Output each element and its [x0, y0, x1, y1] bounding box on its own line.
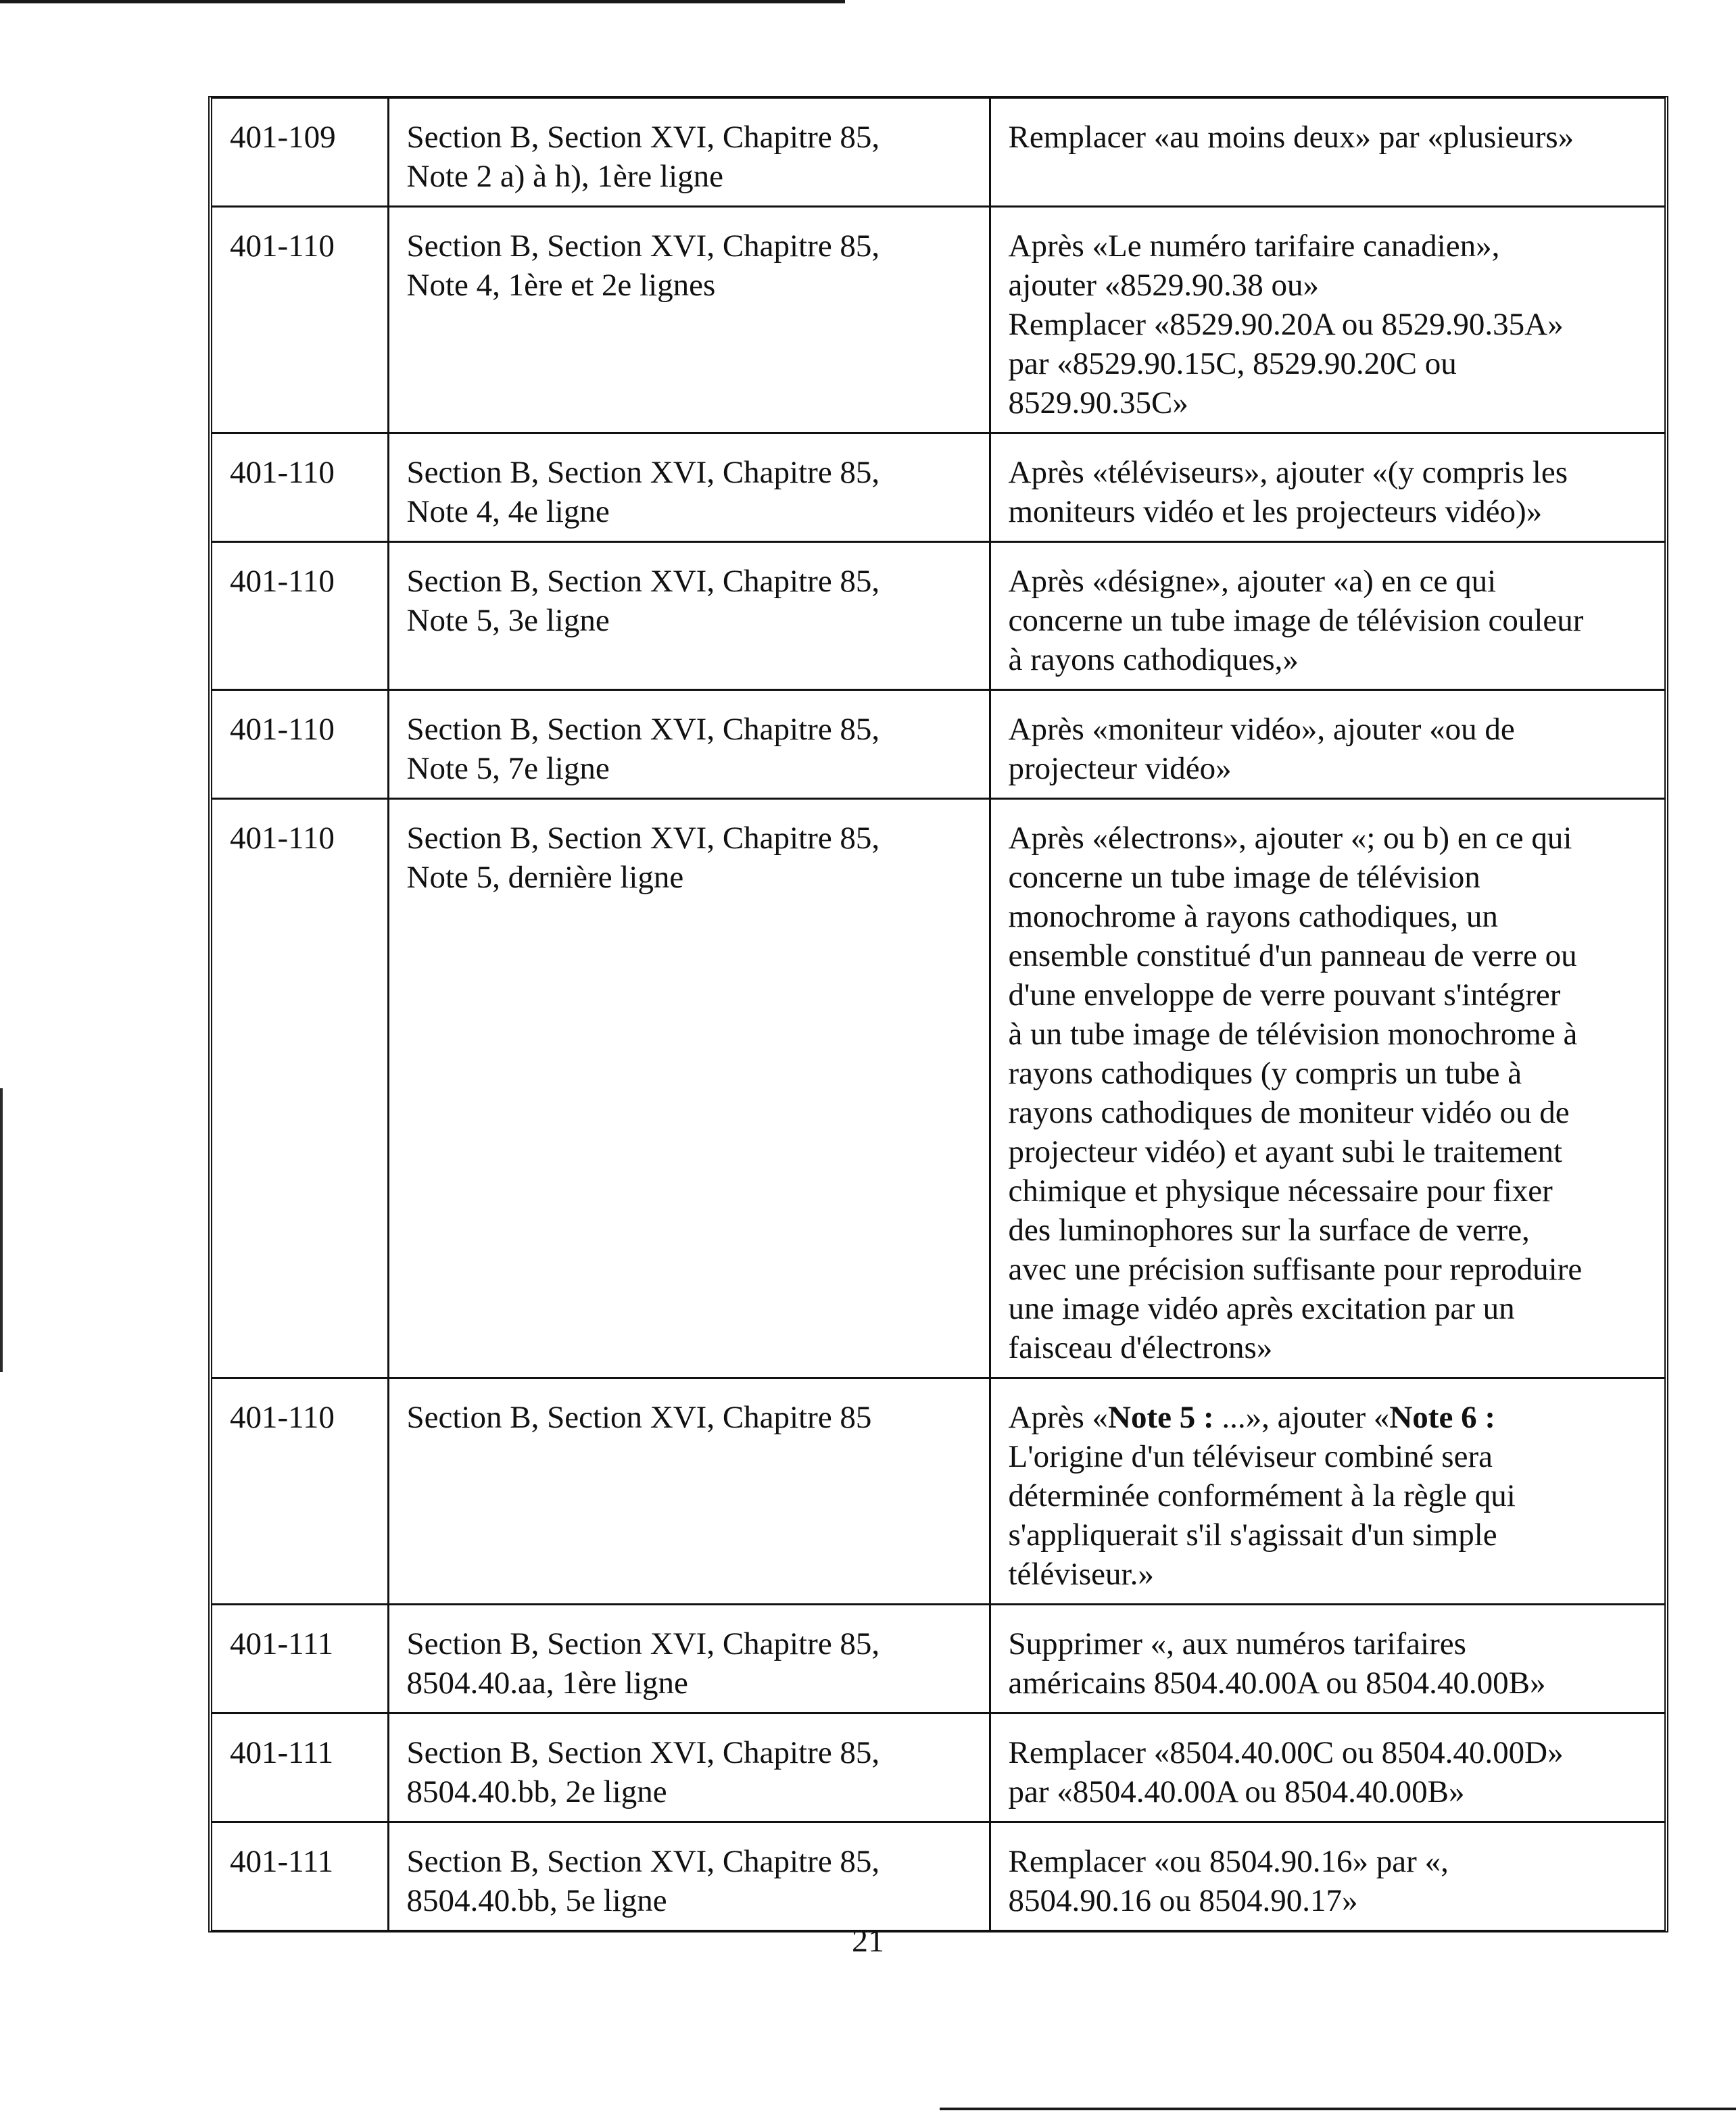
section-cell — [388, 1822, 990, 1930]
section-cell — [388, 1605, 990, 1713]
change-text: Après « — [1008, 1400, 1108, 1435]
change-cell — [990, 1822, 1664, 1930]
ref-cell: 401-110 — [212, 433, 388, 542]
table-row — [212, 542, 1664, 690]
change-line: Remplacer «au moins deux» par «plusieurs» — [1008, 120, 1574, 155]
section-line: Note 5, 3e ligne — [406, 603, 610, 638]
section-line: Section B, Section XVI, Chapitre 85, — [406, 564, 880, 599]
change-cell — [990, 1713, 1664, 1822]
ref-cell: 401-111 — [212, 1605, 388, 1713]
change-line: Supprimer «, aux numéros tarifaires — [1008, 1626, 1466, 1661]
change-line: Après «désigne», ajouter «a) en ce qui — [1008, 564, 1497, 599]
section-line: Section B, Section XVI, Chapitre 85, — [406, 228, 880, 264]
scan-border-top — [0, 0, 845, 3]
change-line: Après «électrons», ajouter «; ou b) en ce qui — [1008, 821, 1572, 856]
section-line: Note 4, 4e ligne — [406, 494, 610, 529]
change-line: projecteur vidéo) et ayant subi le traitement — [1008, 1134, 1563, 1169]
change-cell — [990, 690, 1664, 799]
section-cell — [388, 99, 990, 207]
ref-cell: 401-110 — [212, 207, 388, 433]
scan-border-bottom — [940, 2108, 1736, 2110]
change-line: par «8504.40.00A ou 8504.40.00B» — [1008, 1774, 1465, 1809]
table-row — [212, 1822, 1664, 1930]
section-line: Section B, Section XVI, Chapitre 85, — [406, 821, 880, 856]
section-cell — [388, 799, 990, 1378]
ref-cell: 401-110 — [212, 542, 388, 690]
note-label: Note 5 : — [1108, 1400, 1214, 1435]
section-line: Section B, Section XVI, Chapitre 85, — [406, 712, 880, 747]
ref-cell: 401-109 — [212, 99, 388, 207]
change-line: rayons cathodiques de moniteur vidéo ou de — [1008, 1095, 1570, 1130]
table-row — [212, 690, 1664, 799]
change-line: faisceau d'électrons» — [1008, 1330, 1273, 1365]
ref-cell: 401-110 — [212, 799, 388, 1378]
section-line: Note 5, 7e ligne — [406, 751, 610, 786]
change-line: 8504.90.16 ou 8504.90.17» — [1008, 1883, 1358, 1918]
change-text: ...», ajouter « — [1213, 1400, 1390, 1435]
change-line: concerne un tube image de télévision — [1008, 860, 1480, 895]
change-cell — [990, 799, 1664, 1378]
page-number: 21 — [852, 1923, 884, 1959]
change-line: 8529.90.35C» — [1008, 385, 1188, 420]
ref-cell: 401-111 — [212, 1822, 388, 1930]
section-line: Note 4, 1ère et 2e lignes — [406, 268, 716, 303]
change-line: concerne un tube image de télévision couleur — [1008, 603, 1584, 638]
change-line — [1009, 1398, 1647, 1437]
change-line: ajouter «8529.90.38 ou» — [1008, 268, 1319, 303]
change-cell — [990, 99, 1664, 207]
section-line: 8504.40.bb, 2e ligne — [406, 1774, 667, 1809]
change-line: déterminée conformément à la règle qui — [1008, 1478, 1516, 1513]
section-cell — [388, 1713, 990, 1822]
change-line: Après «moniteur vidéo», ajouter «ou de — [1008, 712, 1515, 747]
change-line: projecteur vidéo» — [1008, 751, 1232, 786]
ref-cell: 401-110 — [212, 1378, 388, 1605]
table-row — [212, 1605, 1664, 1713]
section-line: Section B, Section XVI, Chapitre 85, — [406, 120, 880, 155]
change-line: rayons cathodiques (y compris un tube à — [1008, 1056, 1522, 1091]
change-line: Remplacer «8529.90.20A ou 8529.90.35A» — [1008, 307, 1564, 342]
change-line: Remplacer «8504.40.00C ou 8504.40.00D» — [1008, 1735, 1564, 1770]
change-line: moniteurs vidéo et les projecteurs vidéo)» — [1008, 494, 1543, 529]
change-line: avec une précision suffisante pour reproduire — [1008, 1252, 1583, 1287]
change-line: monochrome à rayons cathodiques, un — [1008, 899, 1498, 934]
change-line: téléviseur.» — [1008, 1557, 1154, 1592]
scan-border-left — [0, 1088, 3, 1372]
change-line: à un tube image de télévision monochrome à — [1008, 1017, 1578, 1052]
change-line: par «8529.90.15C, 8529.90.20C ou — [1008, 346, 1457, 381]
change-line: Après «téléviseurs», ajouter «(y compris les — [1008, 455, 1568, 490]
change-line: des luminophores sur la surface de verre, — [1008, 1213, 1530, 1248]
amendment-table — [212, 99, 1664, 1930]
section-line: Section B, Section XVI, Chapitre 85, — [406, 1735, 880, 1770]
change-line: d'une enveloppe de verre pouvant s'intégrer — [1008, 977, 1561, 1013]
ref-cell: 401-110 — [212, 690, 388, 799]
change-line: ensemble constitué d'un panneau de verre ou — [1008, 938, 1577, 973]
section-line: Section B, Section XVI, Chapitre 85, — [406, 1844, 880, 1879]
section-line: 8504.40.aa, 1ère ligne — [406, 1666, 688, 1701]
section-line: Section B, Section XVI, Chapitre 85 — [406, 1400, 872, 1435]
change-cell — [990, 542, 1664, 690]
change-cell — [990, 433, 1664, 542]
change-cell — [990, 207, 1664, 433]
change-line: Remplacer «ou 8504.90.16» par «, — [1008, 1844, 1449, 1879]
ref-cell: 401-111 — [212, 1713, 388, 1822]
table-row — [212, 799, 1664, 1378]
section-cell — [388, 690, 990, 799]
change-line: s'appliquerait s'il s'agissait d'un simple — [1008, 1517, 1497, 1553]
amendment-table-frame — [208, 96, 1668, 1932]
change-line: Après «Le numéro tarifaire canadien», — [1008, 228, 1500, 264]
table-row — [212, 99, 1664, 207]
change-cell — [990, 1378, 1664, 1605]
section-line: Section B, Section XVI, Chapitre 85, — [406, 1626, 880, 1661]
change-line: à rayons cathodiques,» — [1008, 642, 1299, 677]
change-line: une image vidéo après excitation par un — [1008, 1291, 1515, 1326]
section-line: Note 5, dernière ligne — [406, 860, 684, 895]
table-row — [212, 1713, 1664, 1822]
table-row — [212, 1378, 1664, 1605]
table-row — [212, 433, 1664, 542]
change-line: chimique et physique nécessaire pour fixer — [1008, 1173, 1553, 1209]
note-label: Note 6 : — [1389, 1400, 1495, 1435]
section-line: Note 2 a) à h), 1ère ligne — [406, 159, 723, 194]
section-line: 8504.40.bb, 5e ligne — [406, 1883, 667, 1918]
change-line: L'origine d'un téléviseur combiné sera — [1008, 1439, 1493, 1474]
section-cell — [388, 207, 990, 433]
section-line: Section B, Section XVI, Chapitre 85, — [406, 455, 880, 490]
section-cell — [388, 542, 990, 690]
section-cell — [388, 1378, 990, 1605]
table-row — [212, 207, 1664, 433]
section-cell — [388, 433, 990, 542]
change-cell — [990, 1605, 1664, 1713]
change-line: américains 8504.40.00A ou 8504.40.00B» — [1008, 1666, 1546, 1701]
